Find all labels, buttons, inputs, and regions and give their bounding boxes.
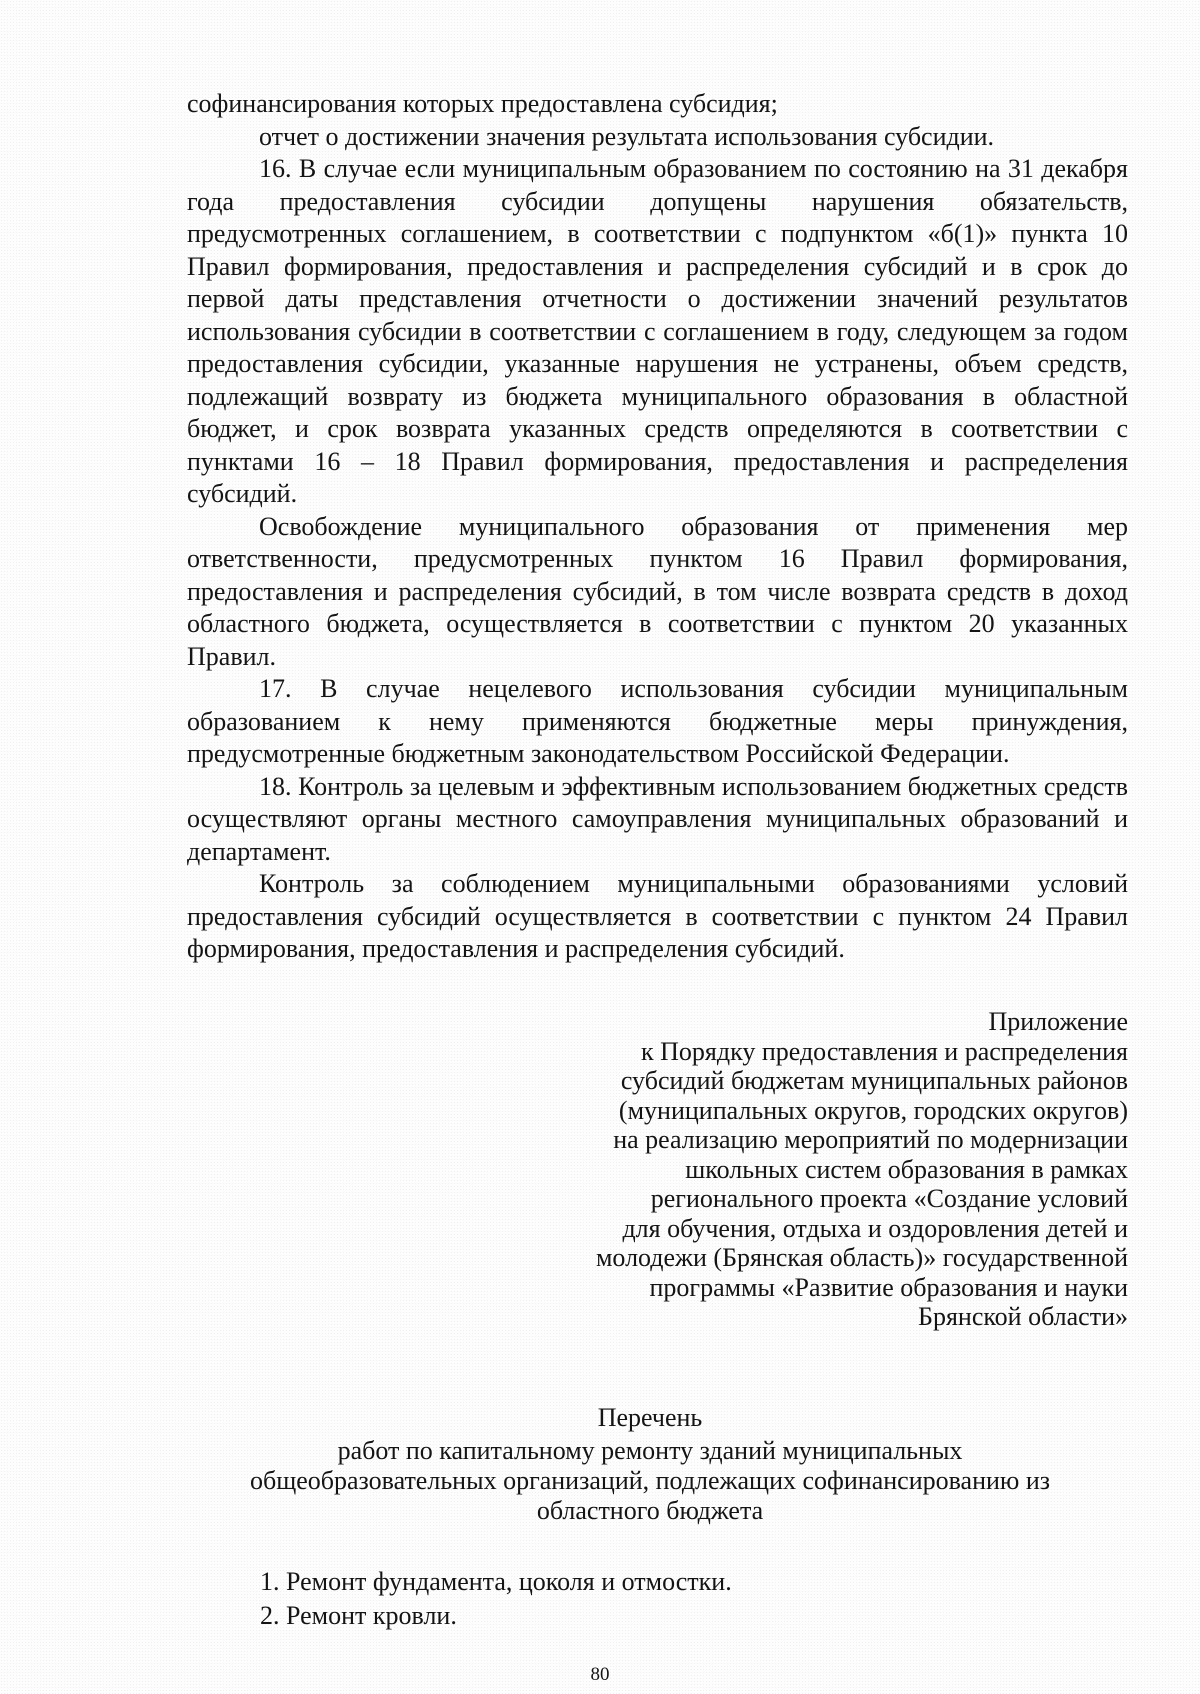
paragraph-16: 16. В случае если муниципальным образованием по состоянию на 31 декабря года предоставления субсидии допущены нарушения обязательств, предусмотренных соглашением, в соответствии с подпунктом «б(1)» пункта 10 Правил формирования, предоставления и распределения субсидий и в срок до первой даты представления отчетности о достижении значений результатов использования субсидии в соответствии с соглашением в году, следующем за годом предоставления субсидии, указанные нарушения не устранены, объем средств, подлежащий возврату из бюджета муниципального образования в областной бюджет, и срок возврата указанных средств определяются в соответствии с пунктами 16 – 18 Правил формирования, предоставления и распределения субсидий. xyxy=(187,154,1128,508)
paragraph-exemption: Освобождение муниципального образования от применения мер ответственности, предусмотренных пунктом 16 Правил формирования, предоставления и распределения субсидий, в том числе возврата средств в доход областного бюджета, осуществляется в соответствии с пунктом 20 указанных Правил. xyxy=(187,511,1128,671)
page-number: 80 xyxy=(590,1664,610,1685)
paragraph-18: 18. Контроль за целевым и эффективным использованием бюджетных средств осуществляют органы местного самоуправления муниципальных образований и департамент. xyxy=(187,771,1128,866)
appendix-line: молодежи (Брянская область)» государственной xyxy=(595,1243,1128,1272)
list-title-heading: Перечень xyxy=(597,1403,703,1432)
report-line: отчет о достижении значения результата использования субсидии. xyxy=(259,121,995,151)
appendix-line: школьных систем образования в рамках xyxy=(685,1154,1128,1184)
appendix-line: Приложение xyxy=(988,1007,1128,1036)
body-text xyxy=(187,88,1128,966)
list-item: 1. Ремонт фундамента, цоколя и отмостки. xyxy=(260,1567,732,1596)
works-list xyxy=(260,1565,1120,1633)
list-title-line: общеобразовательных организаций, подлежащих софинансированию из xyxy=(249,1466,1051,1495)
list-title-line: областного бюджета xyxy=(536,1496,764,1525)
appendix-line: для обучения, отдыха и оздоровления детей и xyxy=(622,1213,1128,1243)
paragraph-control: Контроль за соблюдением муниципальными образованиями условий предоставления субсидий осуществляется в соответствии с пунктом 24 Правил формирования, предоставления и распределения субсидий. xyxy=(187,869,1128,963)
paragraph-17: 17. В случае нецелевого использования субсидии муниципальным образованием к нему применяются бюджетные меры принуждения, предусмотренные бюджетным законодательством Российской Федерации. xyxy=(187,674,1128,768)
appendix-line: к Порядку предоставления и распределения xyxy=(640,1036,1128,1066)
appendix-line: субсидий бюджетам муниципальных районов xyxy=(620,1066,1128,1095)
continuation-line: софинансирования которых предоставлена субсидия; xyxy=(187,89,778,118)
list-title xyxy=(150,1403,1150,1526)
appendix-line: на реализацию мероприятий по модернизации xyxy=(613,1125,1128,1154)
list-item: 2. Ремонт кровли. xyxy=(260,1601,457,1630)
appendix-line: (муниципальных округов, городских округов) xyxy=(618,1095,1128,1125)
appendix-line: программы «Развитие образования и науки xyxy=(649,1272,1128,1302)
appendix-line: Брянской области» xyxy=(918,1302,1128,1331)
appendix-header xyxy=(528,1007,1128,1332)
list-title-line: работ по капитальному ремонту зданий муниципальных xyxy=(337,1436,963,1465)
appendix-line: регионального проекта «Создание условий xyxy=(650,1184,1128,1213)
